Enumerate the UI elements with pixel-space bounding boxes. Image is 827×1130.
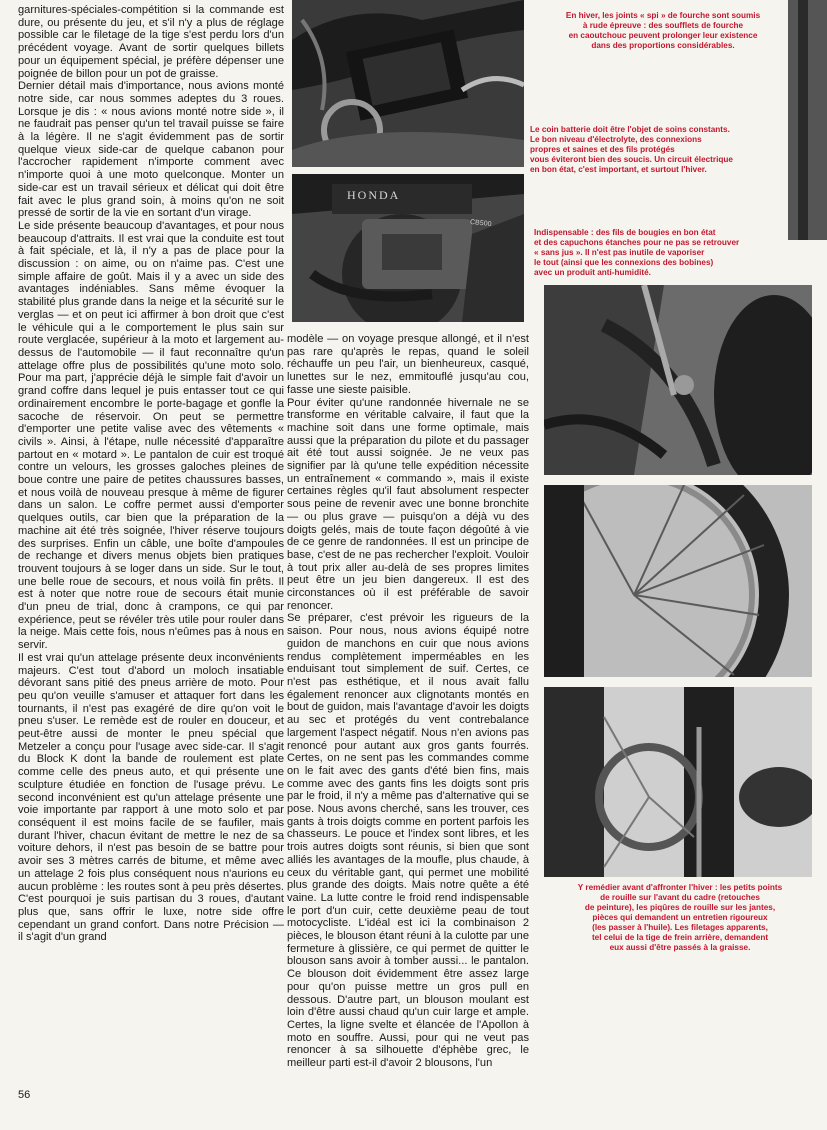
article-column-left: garnitures-spéciales-compétition si la commande est dure, ou présente du jeu, et s'il n'y a plus de réglage possible car le filetage de la tige s'est perdu lors d'un précédent voyage. Avant de sortir quelques billets pour un équipement spécial, je préfère dépenser une poignée de billon pour un pot de graisse. Dernier détail mais d'importance, nous avions monté notre side, car nous sommes adeptes du 3 roues. Lorsque je dis : « nous avions monté notre side », il ne faudrait pas penser qu'un tel travail puisse se faire à la légère. Il ne s'agit évidemment pas de sortir quelque vieux side-car de quelque cabanon pour l'accrocher rapidement n'importe comment avec n'importe quoi à une moto quelconque. Monter un side-car est un travail sérieux et délicat qui doit être fait avec le plus grand soin, à moins qu'on ne soit pressé de sortir de la vie en sortant d'un virage. Le side présente beaucoup d'avantages, et pour nous beaucoup d'attraits. Il est vrai que la conduite est tout à fait spéciale, et là, il n'y a pas de place pour la discussion : on aime, ou on n'aime pas. C'est une simple affaire de goût. Mais il y a avec un side des avantages indéniables. Sans même évoquer la stabilité plus grande dans la neige et la sécurité sur le verglas — et on peut ici affirmer à bon droit que c'est le véhicule qui a le comportement le plus sain sur route verglacée, supérieur à la moto et largement au-dessus de l'automobile — il faut reconnaître qu'un attelage offre plus de possibilités qu'une moto solo. Pour ma part, j'apprécie déjà le simple fait d'avoir un grand coffre dans lequel je puis entasser tout ce qui ordinairement encombre le porte-bagage et gonfle la sacoche de réservoir. On peut se permettre d'emporter une petite valise avec des vêtements « civils ». Ainsi, à l'étape, nulle nécessité d'apparaître partout en « motard ». Le pantalon de cuir est troqué contre un velours, les grosses galoches pleines de boue contre une paire de petites chaussures basses, et nous voilà de nouveau presque à même de figurer dans un salon. Le coffre permet aussi d'emporter quelques outils, car bien que la préparation de la machine ait été très soignée, l'hiver réserve toujours des surprises. Enfin un câble, une boîte d'ampoules de rechange et divers menus objets bien pratiques trouvent toujours à se loger dans un side. Sur le tout, une belle roue de secours, et nous voilà fin prêts. Il est à noter que notre roue de secours était munie d'un pneu de trial, donc à crampons, ce qui par expérience, peut se révéler très utile pour rouler dans la neige. Mais cette fois, nous n'eûmes pas à nous en servir. Il est vrai qu'un attelage présente deux inconvénients majeurs. C'est tout d'abord un moloch insatiable dévorant sans pitié des pneus arrière de moto. Pour peu qu'on veuille s'amuser et attaquer fort dans les tournants, il n'est pas exagéré de dire qu'on voit le pneu s'user. Le remède est de rouler en douceur, et peut-être aussi de monter le pneu spécial que Metzeler a conçu pour l'usage avec side-car. Il s'agit du Block K dont la bande de roulement est plate comme celle des pneus auto, et qui présente une sculpture étudiée en fonction de l'usage prévu. Le second inconvénient est qu'un attelage présente une voie importante par rapport à une moto solo et par conséquent il est moins facile de se faufiler, mais durant l'hiver, chacun évitant de mettre le nez de sa voiture dehors, il n'est pas besoin de se battre pour avoir ses 3 mètres carrés de bitume, et même avec un attelage 2 fois plus conséquent nous n'aurions eu aucun problème : les routes sont à peu près désertes. C'est pourquoi je suis partisan du 3 roues, d'autant plus que, sans offrir le luxe, notre side offre cependant un grand confort. Dans notre Précision — il s'agit d'un grand bbox=[18, 4, 284, 944]
engine-model-label: CB500 bbox=[469, 218, 492, 229]
caption-rust: Y remédier avant d'affronter l'hiver : les petits points de rouille sur l'avant du cadre (retouches de peinture), les piqûres de rouille sur les jantes, pièces qui demandent un entretien rigoureux (les passer à l'huile). Les filetages apparents, tel celui de la tige de frein arrière, demandent eux aussi d'être passés à la graisse. bbox=[577, 883, 783, 952]
photo-engine bbox=[292, 174, 524, 322]
photo-edge-strip bbox=[788, 0, 827, 240]
engine-brand-label: HONDA bbox=[347, 188, 401, 202]
caption-plugs: Indispensable : des fils de bougies en bon état et des capuchons étanches pour ne pas se retrouver « sans jus ». Il n'est pas inutile de vaporiser le tout (ainsi que les connexions des bobines) avec un produit anti-humidité. bbox=[534, 228, 740, 277]
photo-brake-rod bbox=[544, 687, 812, 877]
caption-fork: En hiver, les joints « spi » de fourche sont soumis à rude épreuve : des soufflets de fourche en caoutchouc peuvent prolonger leur existence dans des proportions considérables. bbox=[565, 11, 761, 50]
photo-frame-rust bbox=[544, 285, 812, 475]
photo-battery bbox=[292, 0, 524, 167]
page-number: 56 bbox=[18, 1089, 31, 1101]
caption-battery: Le coin batterie doit être l'objet de soins constants. Le bon niveau d'électrolyte, des connexions propres et saines et des fils protégés vous éviteront bien des soucis. Un circuit électrique en bon état, c'est important, et surtout l'hiver. bbox=[530, 125, 733, 174]
article-column-middle: modèle — on voyage presque allongé, et il n'est pas rare qu'après le repas, quand le soleil réchauffe un peu l'air, un bienheureux, casqué, lunettes sur le nez, emmitouflé jusqu'au cou, fasse une sieste paisible. Pour éviter qu'une randonnée hivernale ne se transforme en véritable calvaire, il faut que la machine soit dans une forme optimale, mais aussi que la préparation du pilote et du passager ait été tout aussi soignée. Je ne veux pas signifier par là qu'une telle expédition nécessite un entraînement « commando », mais il existe certaines règles qu'il faut absolument respecter sous peine de revenir avec une bonne bronchite — ou plus grave — puisqu'on a déjà vu des doigts gelés, mais de toute façon dégoûté à vie de ce genre de randonnées. Il est un principe de base, c'est de ne pas rechercher l'exploit. Vouloir à tout prix aller au-delà de ses propres limites peut être un jeu bien dangereux. Il est des circonstances où il est préférable de savoir renoncer. Se préparer, c'est prévoir les rigueurs de la saison. Pour nous, nous avions équipé notre guidon de manchons en cuir que nous avions rendus complètement imperméables en les enduisant tout simplement de suif. Certes, ce n'est pas esthétique, et il nous avait fallu également renoncer aux clignotants montés en bout de guidon, mais l'avantage d'avoir les doigts au sec et protégés du vent contrebalance largement l'aspect négatif. Nous n'en avions pas renoncé pour autant aux gros gants fourrés. Certes, on ne sent pas les commandes comme on le fait avec des gants d'été bien fins, mais comme avec des gants fins les doigts sont pris par le froid, il n'y a même pas d'alternative qui se pose. Nous avons cherché, sans les trouver, ces gants à trois doigts comme en portent parfois les chasseurs. Le pouce et l'index sont libres, et les trois autres doigts sont réunis, si bien que sont alliés les avantages de la moufle, plus chaude, à ceux du véritable gant, qui permet une mobilité plus grande des doigts. Mais notre quête a été vaine. La lutte contre le froid rend indispensable le port d'un cuir, cette deuxième peau de tout motocycliste. L'idéal est ici la combinaison 2 pièces, le blouson étant réuni à la culotte par une fermeture à glissière, ce qui permet de quitter le blouson sans avoir à tomber aussi... le pantalon. Ce blouson doit évidemment être assez large pour qu'on puisse mettre un gros pull en dessous. D'autre part, un blouson moulant est loin d'être aussi chaud qu'un cuir large et ample. Certes, la ligne svelte et élancée de l'Apollon à moto en souffre. Aussi, pour qui ne veut pas renoncer à sa silhouette d'éphèbe grec, le meilleur parti est-il d'avoir 2 blousons, l'un bbox=[287, 333, 529, 1070]
photo-rim-rust bbox=[544, 485, 812, 677]
